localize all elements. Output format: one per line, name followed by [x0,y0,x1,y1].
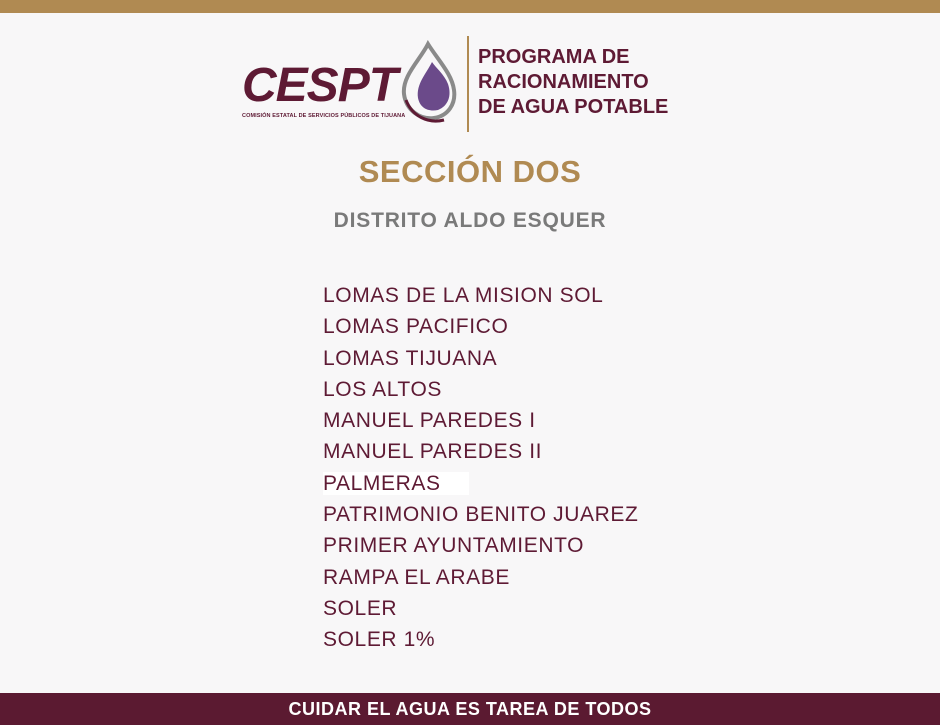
colonias-list [323,280,638,656]
logo-wordmark: CESPT [242,59,398,112]
list-item: SOLER [323,596,398,620]
list-item: PALMERAS [323,468,638,499]
list-item: PRIMER AYUNTAMIENTO [323,534,585,558]
list-item: LOMAS DE LA MISION SOL [323,284,604,307]
list-item: PATRIMONIO BENITO JUAREZ [323,503,639,527]
footer-slogan: CUIDAR EL AGUA ES TAREA DE TODOS [288,699,652,719]
water-drop-icon [398,40,460,126]
list-item: LOMAS PACIFICO [323,315,509,339]
list-item: MANUEL PAREDES I [323,409,536,433]
footer-bar [0,693,940,725]
section-title: SECCIÓN DOS [358,154,582,189]
list-item: MANUEL PAREDES II [323,440,543,464]
district-title: DISTRITO ALDO ESQUER [333,209,607,232]
program-title-line-1: PROGRAMA DE [478,46,630,68]
program-title-line-2: RACIONAMIENTO [478,71,649,93]
list-item: LOS ALTOS [323,377,443,401]
logo-subtitle: COMISIÓN ESTATAL DE SERVICIOS PÚBLICOS DE TIJUANA [242,113,406,119]
list-item: RAMPA EL ARABE [323,565,510,589]
cespt-logo [240,40,462,126]
list-item: SOLER 1% [323,628,436,652]
header [240,36,700,132]
list-item: LOMAS TIJUANA [323,346,498,370]
program-title-line-3: DE AGUA POTABLE [478,96,669,118]
program-title [478,45,708,120]
top-accent-bar [0,0,940,13]
header-divider [467,36,469,132]
